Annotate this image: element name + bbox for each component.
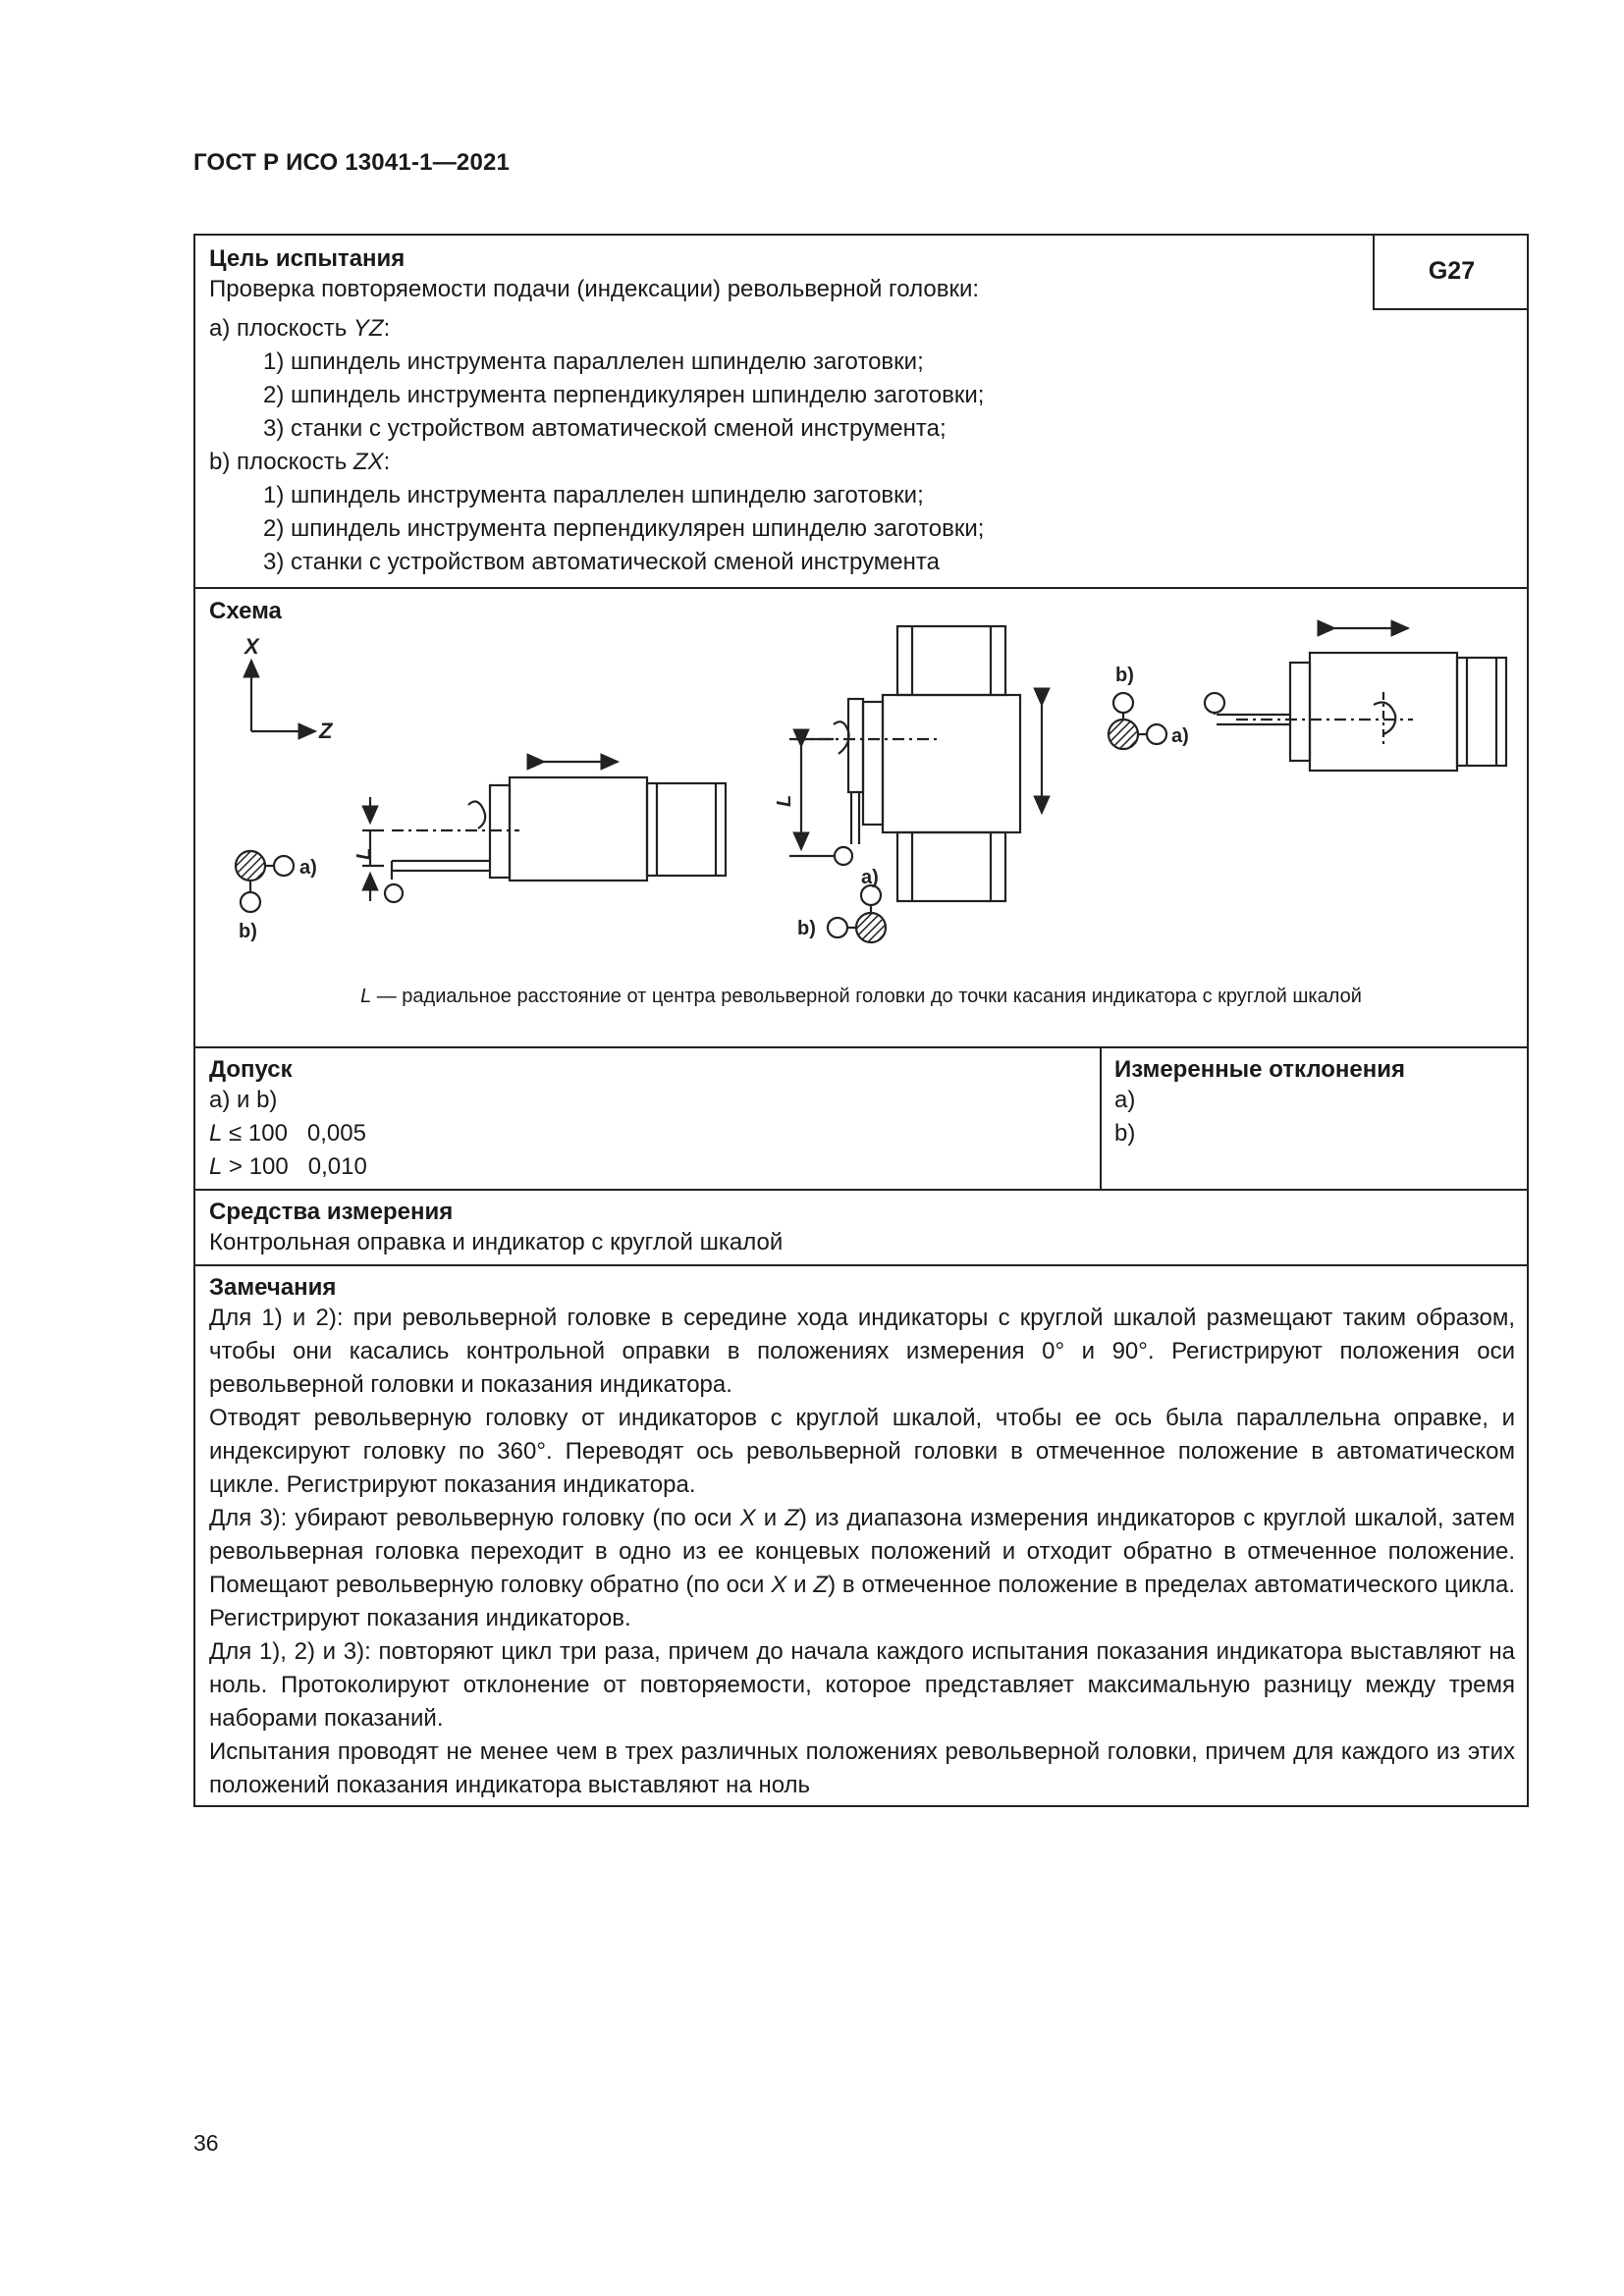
label-b: b) xyxy=(239,921,257,942)
purpose-list xyxy=(209,312,1515,579)
label-b: b) xyxy=(1115,665,1134,686)
tolerance-scope: a) и b) xyxy=(209,1087,278,1113)
scheme-section xyxy=(195,587,1527,1046)
instruments-label: Средства измерения xyxy=(209,1199,454,1225)
document-code: ГОСТ Р ИСО 13041-1—2021 xyxy=(193,149,511,176)
plane-a-item: 1) шпиндель инструмента параллелен шпинделю заготовки; xyxy=(263,348,924,375)
notes-paragraph: Отводят револьверную головку от индикаторов с круглой шкалой, чтобы ее ось была параллельна оправке, и индексируют головку по 360°. Переводят ось револьверной головки в отмеченное положение в автоматическом цикле. Регистрируют показания индикатора. xyxy=(209,1405,1515,1498)
instruments-text: Контрольная оправка и индикатор с круглой шкалой xyxy=(209,1229,784,1255)
label-a: a) xyxy=(299,857,317,879)
notes-paragraph: Для 1) и 2): при револьверной головке в середине хода индикаторы с круглой шкалой размещают таким образом, чтобы они касались контрольной оправки в положениях измерения 0° и 90°. Регистрируют положения оси револьверной головки и показания индикатора. xyxy=(209,1305,1515,1398)
test-code: G27 xyxy=(1373,234,1529,310)
purpose-intro: Проверка повторяемости подачи (индексации) револьверной головки: xyxy=(209,276,980,302)
tolerance-column xyxy=(209,1056,367,1184)
plane-b-item: 1) шпиндель инструмента параллелен шпинделю заготовки; xyxy=(263,482,924,508)
notes-section xyxy=(195,1264,1527,1809)
plane-b-item: 2) шпиндель инструмента перпендикулярен шпинделю заготовки; xyxy=(263,515,985,542)
notes-label: Замечания xyxy=(209,1274,337,1301)
page-number: 36 xyxy=(193,2130,219,2156)
tolerance-label: Допуск xyxy=(209,1056,293,1083)
measured-label: Измеренные отклонения xyxy=(1114,1056,1406,1083)
plane-b-item: 3) станки с устройством автоматической сменой инструмента xyxy=(263,549,940,575)
plane-a-heading: a) плоскость YZ: xyxy=(209,315,391,342)
notes-paragraph: Для 1), 2) и 3): повторяют цикл три раза, причем до начала каждого испытания показания индикатора выставляют на ноль. Протоколируют отклонение от повторяемости, которое представляет максимальную разницу между тремя наборами показаний. xyxy=(209,1638,1515,1732)
measured-item-a: a) xyxy=(1114,1087,1136,1113)
indicator-icon xyxy=(828,885,886,942)
plane-a-item: 2) шпиндель инструмента перпендикулярен шпинделю заготовки; xyxy=(263,382,985,408)
notes-paragraph: Для 3): убирают револьверную головку (по оси X и Z) из диапазона измерения индикаторов с круглой шкалой, затем револьверная головка переходит в одно из ее концевых положений и отходит обратно в отмеченное положение. Помещают револьверную головку обратно (по оси X и Z) в отмеченное положение в пределах автоматического цикла. Регистрируют показания индикаторов. xyxy=(209,1505,1516,1631)
plane-a-item: 3) станки с устройством автоматической сменой инструмента; xyxy=(263,415,947,442)
tolerance-row: L > 100 0,010 xyxy=(209,1153,367,1180)
column-divider xyxy=(1100,1048,1102,1189)
scheme-label: Схема xyxy=(209,598,282,624)
dimension-L-label: L xyxy=(774,794,795,807)
axes-icon xyxy=(251,661,315,731)
instruments-section xyxy=(195,1189,1527,1264)
indicator-icon xyxy=(1109,693,1166,749)
scheme-drawing xyxy=(195,589,1527,1046)
scheme-caption: L — радиальное расстояние от центра револьверной головки до точки касания индикатора с круглой шкалой xyxy=(360,986,1362,1007)
turret-figure-3 xyxy=(1205,628,1506,771)
label-a: a) xyxy=(861,867,879,888)
measured-item-b: b) xyxy=(1114,1120,1136,1147)
dimension-L-label: L xyxy=(353,847,375,860)
turret-figure-1 xyxy=(362,762,726,902)
plane-b-heading: b) плоскость ZX: xyxy=(209,449,391,475)
label-b: b) xyxy=(797,918,816,939)
notes-paragraph: Испытания проводят не менее чем в трех различных положениях револьверной головки, причем для каждого из этих положений показания индикатора выставляют на ноль xyxy=(209,1738,1515,1798)
axis-x-label: X xyxy=(244,634,259,659)
purpose-section xyxy=(195,236,1527,587)
label-a: a) xyxy=(1171,725,1189,747)
tolerance-section xyxy=(195,1046,1527,1189)
tolerance-row: L ≤ 100 0,005 xyxy=(209,1120,366,1147)
purpose-label: Цель испытания xyxy=(209,245,406,272)
turret-figure-2 xyxy=(789,626,1042,901)
indicator-icon xyxy=(236,851,294,912)
measured-column xyxy=(1114,1056,1405,1150)
axis-z-label: Z xyxy=(319,719,333,743)
test-card xyxy=(193,234,1529,1807)
